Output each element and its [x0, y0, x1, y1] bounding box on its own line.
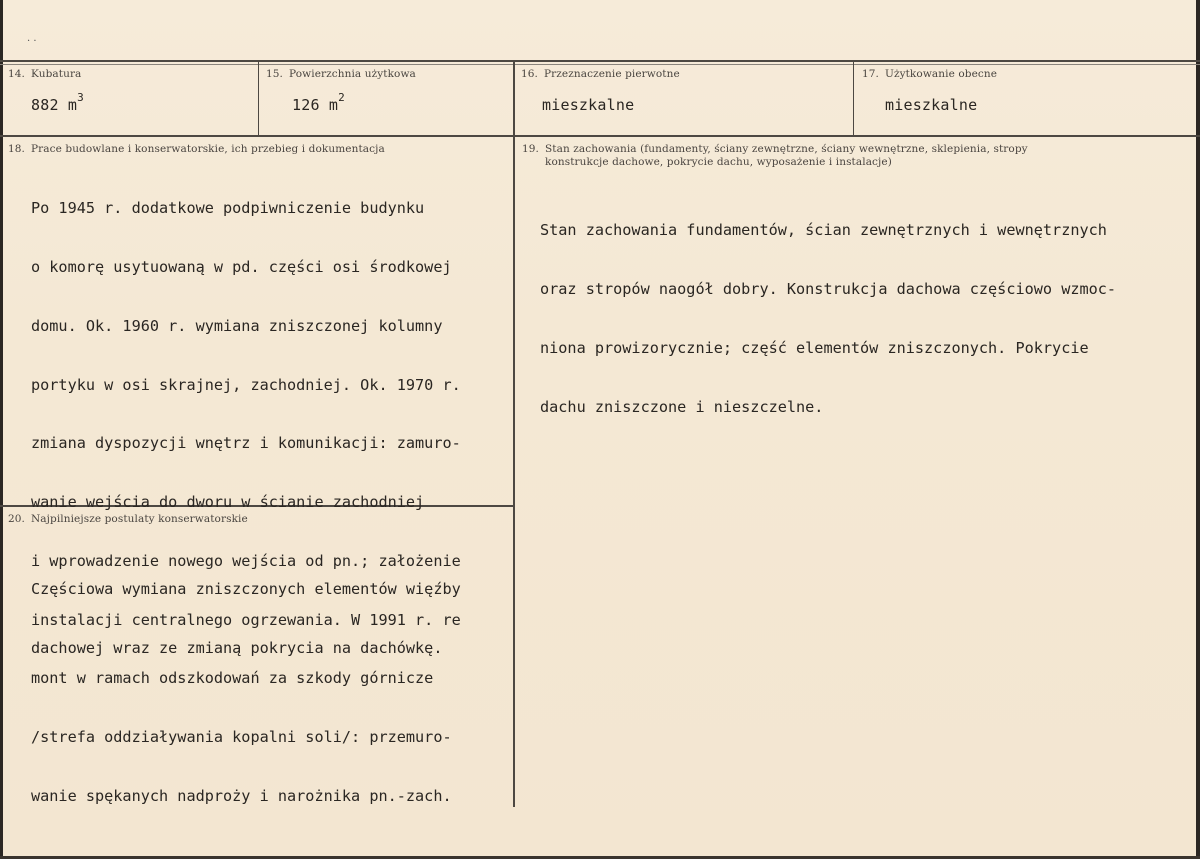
- field-18-line: /strefa oddziaływania kopalni soli/: przemuro-: [31, 728, 452, 747]
- column-divider-3: [853, 62, 854, 136]
- field-19-text: [540, 182, 1116, 456]
- column-divider-1: [258, 62, 259, 136]
- speck-mark: · ·: [27, 36, 37, 47]
- field-17-label: [862, 68, 997, 80]
- row-divider: [0, 135, 1200, 137]
- field-19-line: Stan zachowania fundamentów, ścian zewnętrznych i wewnętrznych: [540, 221, 1107, 240]
- field-18-line: o komorę usytuowaną w pd. części osi środkowej: [31, 257, 452, 276]
- scan-edge-left: [0, 0, 3, 859]
- field-20-label: [8, 513, 248, 525]
- field-14-number: 14.: [8, 68, 25, 80]
- field-16-value: mieszkalne: [542, 96, 635, 114]
- field-18-line: Po 1945 r. dodatkowe podpiwniczenie budynku: [31, 199, 425, 218]
- field-18-line: portyku w osi skrajnej, zachodniej. Ok. 1970 r.: [31, 375, 461, 394]
- scan-edge-right: [1196, 0, 1200, 859]
- field-18-title: Prace budowlane i konserwatorskie, ich przebieg i dokumentacja: [31, 143, 385, 155]
- field-18-line: zmiana dyspozycji wnętrz i komunikacji: zamuro-: [31, 434, 461, 453]
- field-19-label: [522, 143, 1028, 155]
- field-19-line: dachu zniszczone i nieszczelne.: [540, 397, 824, 416]
- field-16-title: Przeznaczenie pierwotne: [544, 68, 680, 80]
- field-15-label: [266, 68, 416, 80]
- field-18-line: mont w ramach odszkodowań za szkody górnicze: [31, 669, 434, 688]
- field-19-title-line2: konstrukcje dachowe, pokrycie dachu, wyposażenie i instalacje): [545, 156, 892, 168]
- field-18-line: wanie wejścia do dworu w ścianie zachodniej: [31, 493, 425, 512]
- field-19-line: niona prowizorycznie; część elementów zniszczonych. Pokrycie: [540, 338, 1089, 357]
- field-18-line: instalacji centralnego ogrzewania. W 1991 r. re: [31, 610, 461, 629]
- field-14-label: [8, 68, 81, 80]
- field-19-line: oraz stropów naogół dobry. Konstrukcja dachowa częściowo wzmoc-: [540, 279, 1117, 298]
- field-18-number: 18.: [8, 143, 25, 155]
- field-18-line: wanie spękanych nadproży i narożnika pn.-zach.: [31, 787, 452, 805]
- top-rule-thin: [0, 64, 1200, 65]
- field-18-line: i wprowadzenie nowego wejścia od pn.; założenie: [31, 551, 461, 570]
- field-20-text: [31, 541, 461, 698]
- field-20-line: Częściowa wymiana zniszczonych elementów więźby: [31, 580, 461, 599]
- kubatura-value: 882 m: [31, 96, 78, 114]
- field-18-text: [31, 160, 461, 846]
- field-14-value: [31, 91, 84, 114]
- field-18-label: [8, 143, 385, 155]
- field-17-value: mieszkalne: [885, 96, 978, 114]
- field-14-title: Kubatura: [31, 68, 82, 80]
- area-exponent: 2: [338, 91, 345, 104]
- field-18-line: domu. Ok. 1960 r. wymiana zniszczonej kolumny: [31, 316, 443, 335]
- field-16-label: [521, 68, 680, 80]
- field-20-title: Najpilniejsze postulaty konserwatorskie: [31, 513, 248, 525]
- field-19-title-line1: Stan zachowania (fundamenty, ściany zewnętrzne, ściany wewnętrzne, sklepienia, stropy: [545, 143, 1028, 155]
- kubatura-exponent: 3: [77, 91, 84, 104]
- field-15-number: 15.: [266, 68, 283, 80]
- field-15-title: Powierzchnia użytkowa: [289, 68, 416, 80]
- field-17-title: Użytkowanie obecne: [885, 68, 998, 80]
- column-divider-2: [513, 62, 515, 807]
- top-rule: [0, 60, 1200, 62]
- field-15-value: [292, 91, 345, 114]
- field-20-number: 20.: [8, 513, 25, 525]
- field-20-line: dachowej wraz ze zmianą pokrycia na dachówkę.: [31, 638, 443, 657]
- field-17-number: 17.: [862, 68, 879, 80]
- field-16-number: 16.: [521, 68, 538, 80]
- area-value: 126 m: [292, 96, 339, 114]
- field-19-number: 19.: [522, 143, 539, 155]
